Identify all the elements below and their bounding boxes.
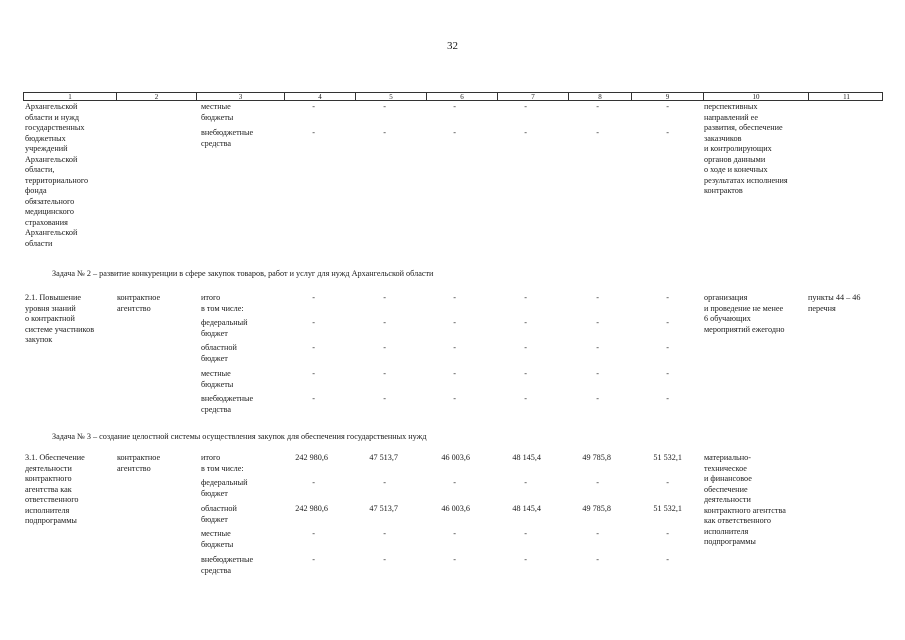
- cell-2-1-row5-v6: -: [666, 394, 669, 403]
- page-number: 32: [447, 40, 458, 52]
- cell-2-1-row4-v2: -: [383, 369, 386, 378]
- cell-2-1-row2-v2: -: [383, 318, 386, 327]
- cell-2-1-row2-v6: -: [666, 318, 669, 327]
- cell-2-1-row1-v2: -: [383, 293, 386, 302]
- cell-2-1-row3-v3: -: [453, 343, 456, 352]
- cell-block0-col10: перспективных направлений ее развития, обеспечение заказчиков и контролирующих органов данными о ходе и конечных результатах исполнения контрактов: [704, 102, 788, 195]
- cell-2-1-row1-v1: -: [312, 293, 315, 302]
- cell-2-1-row1-v4: -: [524, 293, 527, 302]
- cell-3-1-row3-v4: 48 145,4: [512, 504, 541, 513]
- cell-2-1-row1-v6: -: [666, 293, 669, 302]
- cell-3-1-row4-v1: -: [312, 529, 315, 538]
- cell-block0-row1-v1: -: [312, 102, 315, 111]
- cell-2-1-row5-v2: -: [383, 394, 386, 403]
- cell-3-1-row4-v2: -: [383, 529, 386, 538]
- task-2-heading: Задача № 2 – развитие конкуренции в сфере закупок товаров, работ и услуг для нужд Архангельской области: [52, 269, 434, 278]
- cell-2-1-row2-v5: -: [596, 318, 599, 327]
- header-col-10: 10: [703, 93, 808, 101]
- cell-3-1-row4-source: местные бюджеты: [201, 529, 234, 549]
- cell-3-1-row2-v3: -: [453, 478, 456, 487]
- cell-2-1-col11: пункты 44 – 46 перечня: [808, 293, 861, 313]
- task-3-heading: Задача № 3 – создание целостной системы осуществления закупок для обеспечения государственных нужд: [52, 432, 427, 441]
- header-col-4: 4: [284, 93, 355, 101]
- cell-2-1-row2-source: федеральный бюджет: [201, 318, 248, 338]
- cell-block0-row2-v5: -: [596, 128, 599, 137]
- cell-2-1-col10: организация и проведение не менее 6 обучающих мероприятий ежегодно: [704, 293, 785, 334]
- cell-3-1-row3-v1: 242 980,6: [295, 504, 328, 513]
- cell-2-1-row3-v2: -: [383, 343, 386, 352]
- header-col-7: 7: [497, 93, 568, 101]
- cell-block0-row1-v3: -: [453, 102, 456, 111]
- cell-3-1-row2-v6: -: [666, 478, 669, 487]
- header-col-8: 8: [568, 93, 631, 101]
- cell-3-1-row5-v2: -: [383, 555, 386, 564]
- cell-2-1-row5-v4: -: [524, 394, 527, 403]
- cell-2-1-row4-source: местные бюджеты: [201, 369, 234, 389]
- cell-2-1-row4-v6: -: [666, 369, 669, 378]
- cell-3-1-row4-v3: -: [453, 529, 456, 538]
- cell-3-1-col1: 3.1. Обеспечение деятельности контрактного агентства как ответственного исполнителя подпрограммы: [25, 453, 85, 525]
- header-col-9: 9: [631, 93, 703, 101]
- header-col-2: 2: [116, 93, 196, 101]
- cell-block0-row2-v1: -: [312, 128, 315, 137]
- cell-2-1-row4-v3: -: [453, 369, 456, 378]
- cell-2-1-row3-v1: -: [312, 343, 315, 352]
- cell-2-1-row5-v5: -: [596, 394, 599, 403]
- cell-3-1-row4-v6: -: [666, 529, 669, 538]
- cell-2-1-row3-v6: -: [666, 343, 669, 352]
- cell-3-1-row2-v2: -: [383, 478, 386, 487]
- cell-3-1-row4-v4: -: [524, 529, 527, 538]
- cell-2-1-row4-v4: -: [524, 369, 527, 378]
- cell-block0-row2-v4: -: [524, 128, 527, 137]
- cell-block0-row2-v6: -: [666, 128, 669, 137]
- cell-2-1-row2-v1: -: [312, 318, 315, 327]
- cell-3-1-row5-source: внебюджетные средства: [201, 555, 254, 575]
- cell-3-1-row5-v1: -: [312, 555, 315, 564]
- cell-3-1-row5-v4: -: [524, 555, 527, 564]
- table-header-row: [23, 92, 883, 101]
- cell-3-1-row1-v4: 48 145,4: [512, 453, 541, 462]
- cell-2-1-row5-v1: -: [312, 394, 315, 403]
- cell-2-1-row3-v4: -: [524, 343, 527, 352]
- cell-3-1-row2-source: федеральный бюджет: [201, 478, 248, 498]
- cell-3-1-row2-v4: -: [524, 478, 527, 487]
- cell-block0-row1-v2: -: [383, 102, 386, 111]
- cell-block0-row1-source: местные бюджеты: [201, 102, 234, 122]
- cell-3-1-row5-v3: -: [453, 555, 456, 564]
- cell-3-1-row1-v2: 47 513,7: [369, 453, 398, 462]
- cell-block0-row1-v6: -: [666, 102, 669, 111]
- header-col-1: 1: [68, 93, 72, 101]
- header-col-5: 5: [355, 93, 426, 101]
- cell-2-1-row1-source: итого в том числе:: [201, 293, 244, 313]
- cell-block0-row2-v3: -: [453, 128, 456, 137]
- cell-2-1-col1: 2.1. Повышение уровня знаний о контрактной системе участников закупок: [25, 293, 95, 344]
- cell-2-1-row2-v4: -: [524, 318, 527, 327]
- cell-2-1-row4-v1: -: [312, 369, 315, 378]
- cell-block0-row1-v4: -: [524, 102, 527, 111]
- header-col-6: 6: [426, 93, 497, 101]
- cell-3-1-col10: материально- техническое и финансовое обеспечение деятельности контрактного агентства как ответственного исполнителя подпрограммы: [704, 453, 786, 546]
- cell-2-1-row1-v3: -: [453, 293, 456, 302]
- cell-2-1-row5-v3: -: [453, 394, 456, 403]
- cell-3-1-row3-source: областной бюджет: [201, 504, 237, 524]
- cell-3-1-row1-v5: 49 785,8: [582, 453, 611, 462]
- cell-3-1-row3-v5: 49 785,8: [582, 504, 611, 513]
- cell-3-1-col2: контрактное агентство: [117, 453, 161, 473]
- cell-2-1-col2: контрактное агентство: [117, 293, 161, 313]
- cell-3-1-row2-v1: -: [312, 478, 315, 487]
- cell-3-1-row4-v5: -: [596, 529, 599, 538]
- cell-3-1-row1-source: итого в том числе:: [201, 453, 244, 473]
- cell-3-1-row1-v3: 46 003,6: [441, 453, 470, 462]
- cell-2-1-row2-v3: -: [453, 318, 456, 327]
- cell-block0-row1-v5: -: [596, 102, 599, 111]
- cell-2-1-row3-v5: -: [596, 343, 599, 352]
- cell-3-1-row5-v6: -: [666, 555, 669, 564]
- cell-3-1-row5-v5: -: [596, 555, 599, 564]
- cell-block0-row2-source: внебюджетные средства: [201, 128, 254, 148]
- cell-3-1-row2-v5: -: [596, 478, 599, 487]
- cell-2-1-row5-source: внебюджетные средства: [201, 394, 254, 414]
- cell-3-1-row1-v1: 242 980,6: [295, 453, 328, 462]
- cell-3-1-row1-v6: 51 532,1: [653, 453, 682, 462]
- header-col-11: 11: [808, 93, 884, 101]
- cell-2-1-row4-v5: -: [596, 369, 599, 378]
- cell-3-1-row3-v2: 47 513,7: [369, 504, 398, 513]
- cell-block0-row2-v2: -: [383, 128, 386, 137]
- cell-2-1-row3-source: областной бюджет: [201, 343, 237, 363]
- cell-3-1-row3-v6: 51 532,1: [653, 504, 682, 513]
- cell-block0-col1: Архангельской области и нужд государственных бюджетных учреждений Архангельской области, территориального фонда обязательного медицинского страхования Архангельской области: [25, 102, 89, 248]
- cell-2-1-row1-v5: -: [596, 293, 599, 302]
- cell-3-1-row3-v3: 46 003,6: [441, 504, 470, 513]
- header-col-3: 3: [196, 93, 284, 101]
